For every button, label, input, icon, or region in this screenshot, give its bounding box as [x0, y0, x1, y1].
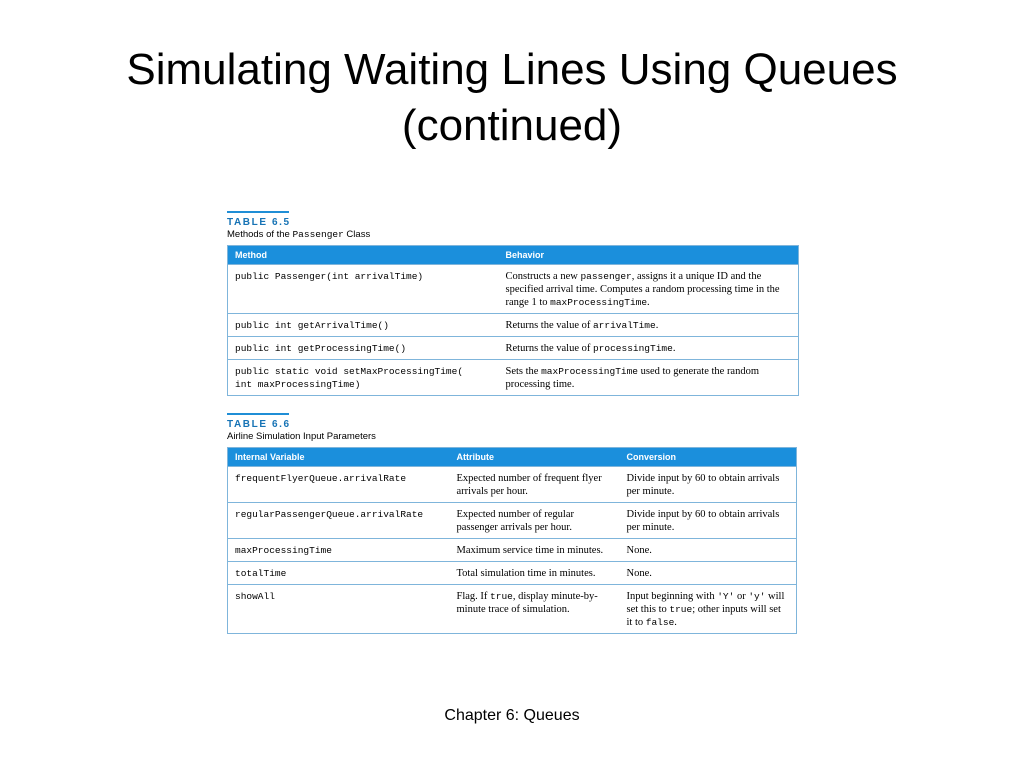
method-signature-line: int maxProcessingTime): [235, 379, 361, 390]
cell-text: Returns the value of: [505, 320, 593, 331]
inline-code: arrivalTime: [592, 320, 656, 331]
table-row: [228, 467, 797, 503]
table-6-5-block: [227, 211, 799, 396]
table-row: [228, 360, 799, 396]
table-caption: Airline Simulation Input Parameters: [227, 431, 376, 442]
cell-text: Expected number of regular passenger arrivals per hour.: [456, 509, 574, 533]
conversion-cell: [620, 562, 797, 585]
conversion-cell: [620, 467, 797, 503]
table-rule: [227, 211, 289, 213]
variable-cell: frequentFlyerQueue.arrivalRate: [228, 467, 450, 503]
inline-code: 'Y': [717, 591, 735, 602]
cell-text: .: [647, 297, 650, 308]
cell-text: None.: [626, 568, 652, 579]
table-caption: [227, 229, 799, 241]
table-body: [228, 467, 797, 634]
cell-text: , assigns it a unique ID and the specified arrival time. Computes a random processing time in the range 1 to: [505, 271, 780, 308]
variable-cell: maxProcessingTime: [228, 539, 450, 562]
column-header-conversion: Conversion: [620, 448, 797, 467]
cell-text: Sets the: [505, 366, 542, 377]
attribute-cell: [450, 467, 620, 503]
conversion-cell: [620, 585, 797, 634]
behavior-cell: [499, 337, 799, 360]
conversion-cell: [620, 503, 797, 539]
method-signature-line: public Passenger(int arrivalTime): [235, 271, 424, 282]
table-number: TABLE 6.6: [227, 419, 291, 430]
cell-text: None.: [626, 545, 652, 556]
method-cell: [228, 337, 499, 360]
inline-code: passenger: [580, 271, 632, 282]
behavior-cell: [499, 314, 799, 337]
cell-text: , display minute-by-minute trace of simulation.: [456, 591, 598, 615]
table-row: [228, 585, 797, 634]
inline-code: processingTime: [592, 343, 673, 354]
cell-text: Returns the value of: [505, 343, 593, 354]
cell-text: Total simulation time in minutes.: [456, 568, 596, 579]
attribute-cell: [450, 503, 620, 539]
cell-text: Maximum service time in minutes.: [456, 545, 604, 556]
table-number: TABLE 6.5: [227, 217, 291, 228]
simulation-parameters-table: [227, 447, 797, 634]
caption-prefix: Methods of the: [227, 229, 293, 240]
table-row: [228, 503, 797, 539]
slide-footer: Chapter 6: Queues: [444, 707, 580, 724]
slide-title-line-2: (continued): [401, 101, 623, 150]
behavior-cell: [499, 360, 799, 396]
cell-text: .: [674, 617, 677, 628]
method-cell: [228, 265, 499, 314]
column-header-behavior: Behavior: [499, 246, 799, 265]
variable-cell: totalTime: [228, 562, 450, 585]
table-row: [228, 314, 799, 337]
inline-code: 'y': [748, 591, 766, 602]
table-6-6-block: [227, 413, 797, 634]
conversion-cell: [620, 539, 797, 562]
passenger-methods-table: [227, 245, 799, 396]
cell-text: used to generate the random processing time.: [505, 366, 760, 390]
table-row: [228, 337, 799, 360]
cell-text: .: [672, 343, 676, 354]
cell-text: .: [655, 320, 659, 331]
cell-text: Constructs a new: [505, 271, 581, 282]
table-body: [228, 265, 799, 396]
cell-text: Expected number of frequent flyer arrivals per hour.: [456, 473, 602, 497]
column-header-variable: Internal Variable: [228, 448, 450, 467]
slide-title-line-1: Simulating Waiting Lines Using Queues: [126, 45, 898, 94]
caption-code: Passenger: [292, 229, 344, 240]
method-signature-line: public int getProcessingTime(): [235, 343, 407, 354]
slide-title: [0, 42, 1024, 154]
variable-cell: regularPassengerQueue.arrivalRate: [228, 503, 450, 539]
table-row: [228, 562, 797, 585]
column-header-method: Method: [228, 246, 499, 265]
inline-code: false: [645, 617, 675, 628]
table-row: [228, 539, 797, 562]
attribute-cell: [450, 585, 620, 634]
inline-code: true: [669, 604, 693, 615]
cell-text: Divide input by 60 to obtain arrivals per minute.: [626, 473, 780, 497]
variable-cell: showAll: [228, 585, 450, 634]
method-cell: [228, 314, 499, 337]
method-signature-line: public int getArrivalTime(): [235, 320, 389, 331]
method-cell: [228, 360, 499, 396]
behavior-cell: [499, 265, 799, 314]
cell-text: Divide input by 60 to obtain arrivals per minute.: [626, 509, 780, 533]
table-rule: [227, 413, 289, 415]
column-header-attribute: Attribute: [450, 448, 620, 467]
inline-code: maxProcessingTime: [541, 366, 639, 377]
attribute-cell: [450, 562, 620, 585]
inline-code: maxProcessingTime: [550, 297, 648, 308]
inline-code: true: [490, 591, 513, 602]
table-row: [228, 265, 799, 314]
method-signature-line: public static void setMaxProcessingTime(: [235, 366, 464, 377]
caption-suffix: Class: [343, 229, 371, 240]
cell-text: ; other inputs will set it to: [626, 604, 781, 628]
cell-text: will set this to: [626, 591, 785, 615]
attribute-cell: [450, 539, 620, 562]
cell-text: or: [734, 591, 749, 602]
table-header-row: [228, 246, 799, 265]
cell-text: Input beginning with: [626, 591, 718, 602]
table-header-row: [228, 448, 797, 467]
cell-text: Flag. If: [456, 591, 491, 602]
